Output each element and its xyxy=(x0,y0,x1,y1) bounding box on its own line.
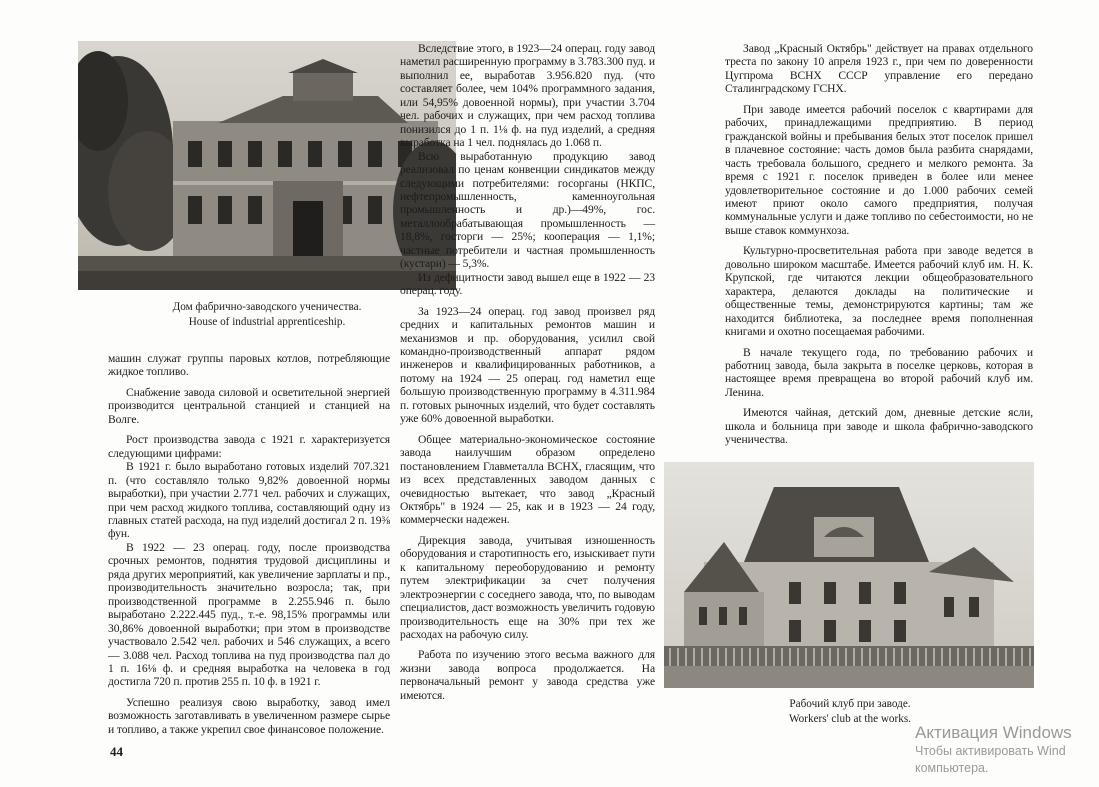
top-photo-caption-en: House of industrial apprenticeship. xyxy=(188,316,346,328)
middle-paragraph-7: Работа по изучению этого весьма важного для жизни завода вопроса продолжается. На первоначальный ремонт у завода средства уже имеются. xyxy=(400,648,655,702)
left-column xyxy=(108,352,390,736)
workers-club-photo xyxy=(664,462,1034,688)
middle-paragraph-4: За 1923—24 операц. год завод произвел ряд средних и капитальных ремонтов машин и механизмов и пр. оборудования, усилил свой командно-производственный аппарат рядом инженеров и квалифицированных работников, а потому на 1924 — 25 операц. год наметил еще большую производственную программу в 4.311.984 п. готовых рыночных изделий, что будет составлять уже 60% довоенной выработки. xyxy=(400,304,655,426)
bottom-photo-caption-ru: Рабочий клуб при заводе. xyxy=(789,698,911,710)
right-column xyxy=(725,42,1033,447)
top-photo-caption-ru: Дом фабрично-заводского ученичества. xyxy=(172,301,362,313)
watermark-line-2: компьютера. xyxy=(915,761,989,775)
left-paragraph-3: Рост производства завода с 1921 г. характеризуется следующими цифрами: xyxy=(108,433,390,460)
right-paragraph-3: Культурно-просветительная работа при заводе ведется в довольно широком масштабе. Имеется рабочий клуб им. Н. К. Крупской, где читаются лекции общеобразовательного характера, делаются доклады на политические и общественные темы, демонстрируются картины; там же находится библиотека, за последнее время пополненная книгами и охотно посещаемая рабочими. xyxy=(725,244,1033,339)
middle-column xyxy=(400,42,655,702)
left-paragraph-4: В 1921 г. было выработано готовых изделий 707.321 п. (что составляло только 9,82% довоенной нормы выработки), при участии 2.771 чел. рабочих и служащих, при чем расход жидкого топлива, составляющий одну из главных статей расхода, на пуд изделий достигал 2 п. 19⅜ фун. xyxy=(108,460,390,541)
bottom-photo-caption-en: Workers' club at the works. xyxy=(789,713,911,725)
left-paragraph-5: В 1922 — 23 операц. году, после производства срочных ремонтов, поднятия трудовой дисциплины и ряда других мероприятий, как увеличение зарплаты и пр., производительность значительно возросла; так, при производственной программе в 2.255.946 п. было выработано 2.222.445 пуд., т.-е. 98,15% программы или 30,86% довоенной выработки; при этом в производстве участвовало 2.542 чел. рабочих и 546 служащих, а всего — 3.088 чел. Расход топлива на пуд производства пал до 1 п. 16⅛ ф. и средняя выработка на человека в год достигла 720 п. против 255 п. 10 ф. в 1921 г. xyxy=(108,540,390,689)
right-paragraph-2: При заводе имеется рабочий поселок с квартирами для рабочих, принадлежащими предприятию. В период гражданской войны и пребывания белых этот поселок пришел в плачевное состояние: часть домов была разбита снарядами, часть требовала большого, среднего и мелкого ремонта. За время с 1921 г. поселок приведен в более или менее удовлетворительное состояние и до 1.000 рабочих семей имеют приют около самого предприятия, получая коммунальные услуги и даже топливо по себестоимости, но не выше ставок коммунхоза. xyxy=(725,102,1033,237)
middle-paragraph-2: Всю выработанную продукцию завод реализовал по ценам конвенции синдикатов между следующими потребителями: госорганы (НКПС, нефтепромышленность, каменноугольная промышленность и др.)—49%, гос. металлообрабатывающая промышленность — 18,8%, госторги — 25%; кооперация — 1,1%; частные потребители и частная промышленность (кустари) — 5,3%. xyxy=(400,149,655,271)
middle-paragraph-6: Дирекция завода, учитывая изношенность оборудования и старотипность его, изыскивает пути к капитальному переоборудованию и ремонту путем электрификации за счет получения электроэнергии с соседнего завода, что, по выводам специалистов, даст возможность увеличить годовую производительность еще на 30% при тех же расходах на рабочую силу. xyxy=(400,533,655,642)
left-paragraph-6: Успешно реализуя свою выработку, завод имел возможность заготавливать в увеличенном размере сырье и топливо, а также укрепил свое финансовое положение. xyxy=(108,695,390,736)
watermark-title: Активация Windows xyxy=(915,723,1072,742)
right-paragraph-1: Завод „Красный Октябрь" действует на правах отдельного треста по закону 10 апреля 1923 г., при чем по доверенности Цугпрома ВСНХ СССР управление его передано Сталинградскому ГСНХ. xyxy=(725,42,1033,96)
middle-paragraph-1: Вследствие этого, в 1923—24 операц. году завод наметил расширенную программу в 3.783.300 пуд. и выполнил ее, выработав 3.956.820 пуд. (что составляет более, чем 104% программного задания, или 54,95% довоенной нормы), при участии 3.704 чел. рабочих и служащих, при чем расход топлива понизился до 1 п. 1⅛ ф. на пуд изделий, а средняя выработка на 1 чел. поднялась до 1.068 п. xyxy=(400,42,655,150)
middle-paragraph-5: Общее материально-экономическое состояние завода наилучшим образом определено постановлением Главметалла ВСНХ, гласящим, что из всех представленных заводом данных с очевидностью вытекает, что завод „Красный Октябрь" в 1924 — 25, как и в 1923 — 24 году, коммерчески надежен. xyxy=(400,432,655,527)
page-number: 44 xyxy=(110,744,123,759)
middle-paragraph-3: Из дефицитности завод вышел еще в 1922 — 23 операц. году. xyxy=(400,270,655,298)
left-paragraph-1: машин служат группы паровых котлов, потребляющие жидкое топливо. xyxy=(108,352,390,379)
watermark-line-1: Чтобы активировать Wind xyxy=(915,744,1066,758)
right-paragraph-5: Имеются чайная, детский дом, дневные детские ясли, школа и больница при заводе и школа фабрично-заводского ученичества. xyxy=(725,406,1033,447)
windows-activation-watermark[interactable] xyxy=(915,722,1072,777)
right-paragraph-4: В начале текущего года, по требованию рабочих и работниц завода, была закрыта в поселке церковь, которая в настоящее время превращена во второй рабочий клуб им. Ленина. xyxy=(725,345,1033,399)
left-paragraph-2: Снабжение завода силовой и осветительной энергией производится центральной станцией и станцией на Волге. xyxy=(108,385,390,426)
